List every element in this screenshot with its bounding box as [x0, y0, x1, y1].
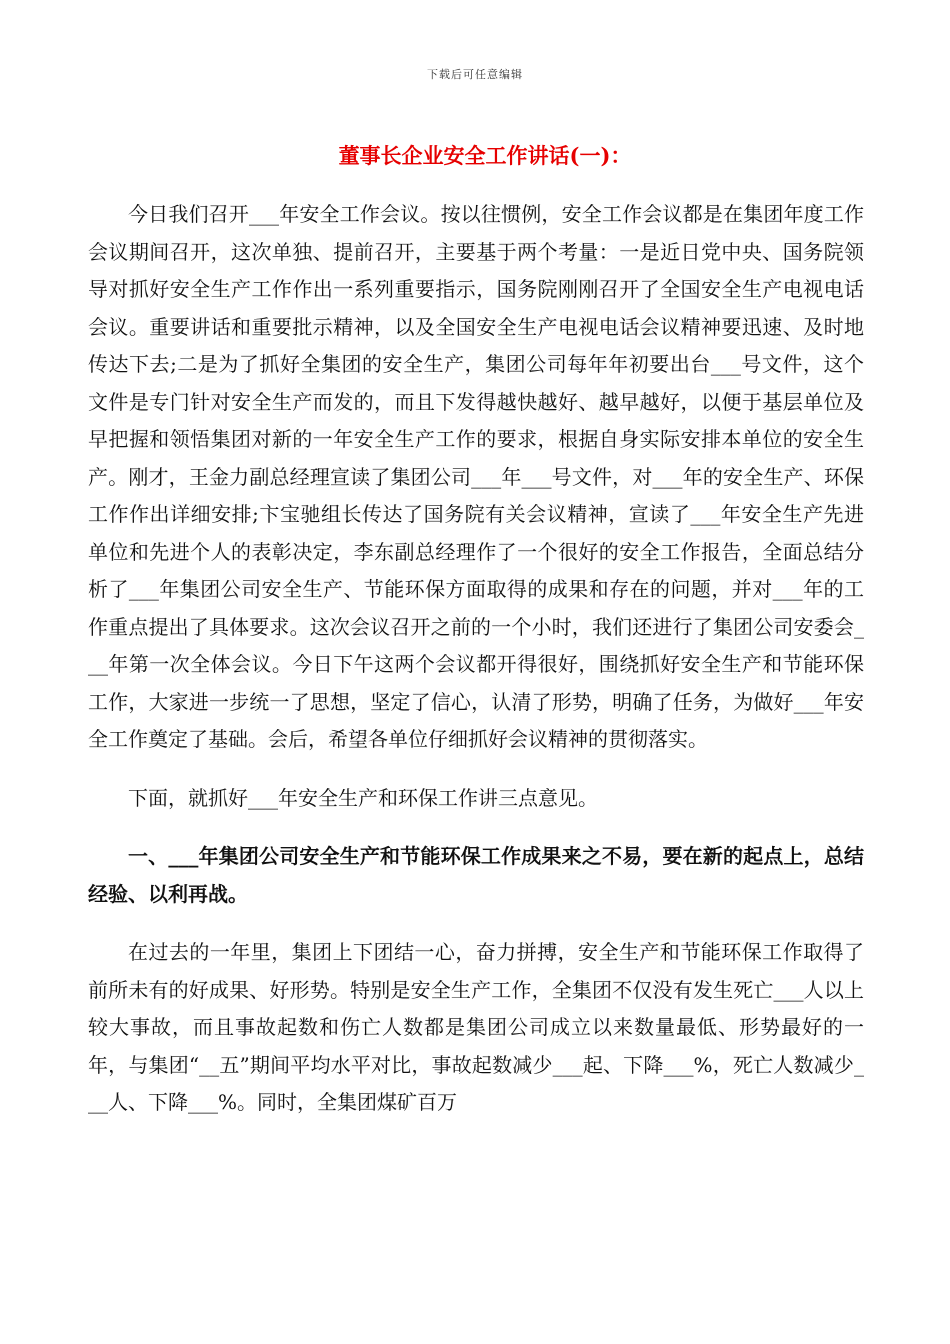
document-title: 董事长企业安全工作讲话(一)：	[338, 143, 632, 168]
document-body	[88, 196, 864, 1122]
paragraph-section-1: 在过去的一年里，集团上下团结一心，奋力拼搏，安全生产和节能环保工作取得了前所未有的好成果、好形势。特别是安全生产工作，全集团不仅没有发生死亡___人以上较大事故，而且事故起数和伤亡人数都是集团公司成立以来数量最低、形势最好的一年，与集团“__五”期间平均水平对比，事故起数减少___起、下降___%，死亡人数减少___人、下降___%。同时，全集团煤矿百万	[88, 940, 864, 1114]
paragraph-gap	[88, 817, 864, 838]
paragraph-intro: 今日我们召开___年安全工作会议。按以往惯例，安全工作会议都是在集团年度工作会议期间召开，这次单独、提前召开，主要基于两个考量：一是近日党中央、国务院领导对抓好安全生产工作作出一系列重要指示，国务院刚刚召开了全国安全生产电视电话会议。重要讲话和重要批示精神，以及全国安全生产电视电话会议精神要迅速、及时地传达下去;二是为了抓好全集团的安全生产，集团公司每年年初要出台___号文件，这个文件是专门针对安全生产而发的，而且下发得越快越好、越早越好，以便于基层单位及早把握和领悟集团对新的一年安全生产工作的要求，根据自身实际安排本单位的安全生产。刚才，王金力副总经理宣读了集团公司___年___号文件，对___年的安全生产、环保工作作出详细安排;卞宝驰组长传达了国务院有关会议精神，宣读了___年安全生产先进单位和先进个人的表彰决定，李东副总经理作了一个很好的安全工作报告，全面总结分析了___年集团公司安全生产、节能环保方面取得的成果和存在的问题，并对___年的工作重点提出了具体要求。这次会议召开之前的一个小时，我们还进行了集团公司安委会___年第一次全体会议。今日下午这两个会议都开得很好，围绕抓好安全生产和节能环保工作，大家进一步统一了思想，坚定了信心，认清了形势，明确了任务，为做好___年安全工作奠定了基础。会后，希望各单位仔细抓好会议精神的贯彻落实。	[88, 202, 864, 751]
section-heading-1: 一、___年集团公司安全生产和节能环保工作成果来之不易，要在新的起点上，总结经验、以利再战。	[88, 844, 864, 906]
paragraph-outline: 下面，就抓好___年安全生产和环保工作讲三点意见。	[128, 785, 598, 810]
paragraph-gap	[88, 913, 864, 934]
page-header-note: 下载后可任意编辑	[427, 68, 523, 81]
paragraph-gap	[88, 759, 864, 780]
